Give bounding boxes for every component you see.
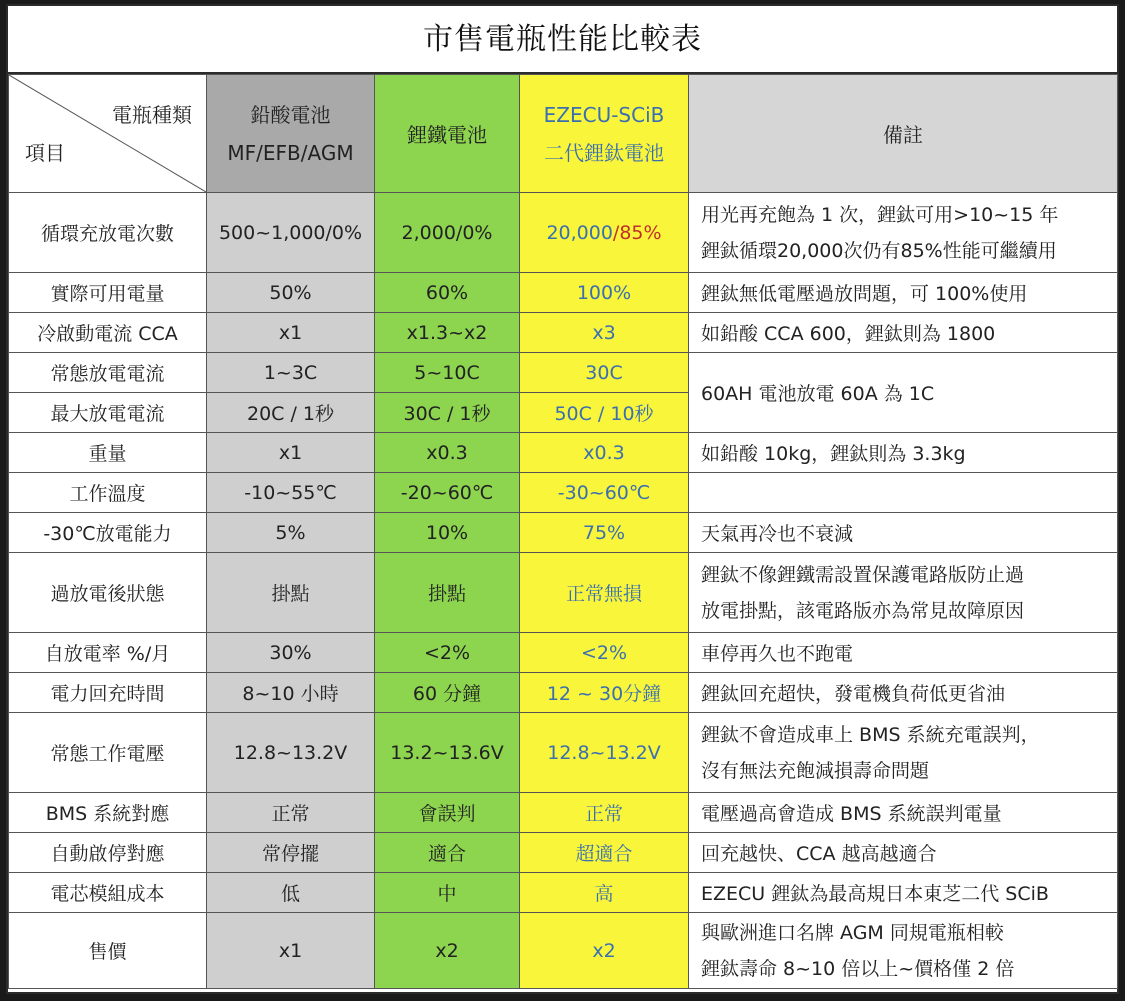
lead-value: 掛點	[207, 553, 375, 633]
note-cell: 天氣再冷也不衰減	[689, 513, 1118, 553]
lithium-iron-value: 10%	[375, 513, 520, 553]
ezecu-value: 超適合	[520, 833, 689, 873]
item-label: 自放電率 %/月	[9, 633, 207, 673]
table-row	[9, 793, 1118, 833]
item-label: 實際可用電量	[9, 273, 207, 313]
item-label: 循環充放電次數	[9, 193, 207, 273]
table-row	[9, 913, 1118, 989]
ezecu-value: 12.8~13.2V	[520, 713, 689, 793]
table-row	[9, 353, 1118, 393]
lithium-iron-value: 60 分鐘	[375, 673, 520, 713]
table-row	[9, 873, 1118, 913]
lithium-iron-value: 5~10C	[375, 353, 520, 393]
ezecu-value: 100%	[520, 273, 689, 313]
item-label: 過放電後狀態	[9, 553, 207, 633]
comparison-table	[8, 74, 1118, 989]
header-lead-acid: 鉛酸電池 MF/EFB/AGM	[207, 75, 375, 193]
item-label: 常態放電電流	[9, 353, 207, 393]
ezecu-value: 75%	[520, 513, 689, 553]
lead-value: x1	[207, 433, 375, 473]
page-title: 市售電瓶性能比較表	[8, 6, 1117, 74]
note-cell: 鋰鈦不會造成車上 BMS 系統充電誤判， 沒有無法充飽減損壽命問題	[689, 713, 1118, 793]
note-cell: 鋰鈦無低電壓過放問題，可 100%使用	[689, 273, 1118, 313]
table-row	[9, 553, 1118, 633]
corner-header-cell	[9, 75, 207, 193]
lithium-iron-value: 掛點	[375, 553, 520, 633]
item-label: BMS 系統對應	[9, 793, 207, 833]
item-label: 電力回充時間	[9, 673, 207, 713]
lead-value: 低	[207, 873, 375, 913]
lead-value: x1	[207, 913, 375, 989]
corner-battery-type-label: 電瓶種類	[112, 103, 192, 127]
note-cell: 如鉛酸 10kg，鋰鈦則為 3.3kg	[689, 433, 1118, 473]
lithium-iron-value: -20~60℃	[375, 473, 520, 513]
lithium-iron-value: 適合	[375, 833, 520, 873]
lead-value: 50%	[207, 273, 375, 313]
lithium-iron-value: <2%	[375, 633, 520, 673]
lead-value: 30%	[207, 633, 375, 673]
note-cell	[689, 473, 1118, 513]
item-label: 常態工作電壓	[9, 713, 207, 793]
item-label: 自動啟停對應	[9, 833, 207, 873]
ezecu-value: 正常	[520, 793, 689, 833]
lead-value: 20C / 1秒	[207, 393, 375, 433]
note-cell: 60AH 電池放電 60A 為 1C	[689, 353, 1118, 433]
lead-value: x1	[207, 313, 375, 353]
lead-value: 8~10 小時	[207, 673, 375, 713]
table-row	[9, 673, 1118, 713]
header-ezecu-scib: EZECU-SCiB 二代鋰鈦電池	[520, 75, 689, 193]
ezecu-value: 50C / 10秒	[520, 393, 689, 433]
ezecu-value: 高	[520, 873, 689, 913]
table-row	[9, 833, 1118, 873]
item-label: 重量	[9, 433, 207, 473]
note-cell: 如鉛酸 CCA 600，鋰鈦則為 1800	[689, 313, 1118, 353]
note-cell: 用光再充飽為 1 次，鋰鈦可用>10~15 年 鋰鈦循環20,000次仍有85%性能可繼續用	[689, 193, 1118, 273]
lithium-iron-value: 中	[375, 873, 520, 913]
table-row	[9, 713, 1118, 793]
lithium-iron-value: 30C / 1秒	[375, 393, 520, 433]
ezecu-value: 12 ~ 30分鐘	[520, 673, 689, 713]
table-row	[9, 433, 1118, 473]
ezecu-highlight: /85%	[612, 221, 662, 244]
lithium-iron-value: 會誤判	[375, 793, 520, 833]
table-row	[9, 633, 1118, 673]
ezecu-value: 20,000/85%	[520, 193, 689, 273]
table-row	[9, 193, 1118, 273]
lead-value: 500~1,000/0%	[207, 193, 375, 273]
header-row	[9, 75, 1118, 193]
lithium-iron-value: 60%	[375, 273, 520, 313]
note-cell: 鋰鈦回充超快，發電機負荷低更省油	[689, 673, 1118, 713]
note-cell: 車停再久也不跑電	[689, 633, 1118, 673]
item-label: 電芯模組成本	[9, 873, 207, 913]
note-cell: EZECU 鋰鈦為最高規日本東芝二代 SCiB	[689, 873, 1118, 913]
item-label: 售價	[9, 913, 207, 989]
item-label: 冷啟動電流 CCA	[9, 313, 207, 353]
ezecu-value: 正常無損	[520, 553, 689, 633]
ezecu-value: x0.3	[520, 433, 689, 473]
item-label: 最大放電電流	[9, 393, 207, 433]
ezecu-value: x2	[520, 913, 689, 989]
lithium-iron-value: 13.2~13.6V	[375, 713, 520, 793]
note-cell: 與歐洲進口名牌 AGM 同規電瓶相較 鋰鈦壽命 8~10 倍以上~價格僅 2 倍	[689, 913, 1118, 989]
table-row	[9, 513, 1118, 553]
item-label: -30℃放電能力	[9, 513, 207, 553]
table-row	[9, 313, 1118, 353]
lithium-iron-value: x1.3~x2	[375, 313, 520, 353]
note-cell: 鋰鈦不像鋰鐵需設置保護電路版防止過 放電掛點，該電路版亦為常見故障原因	[689, 553, 1118, 633]
note-cell: 回充越快、CCA 越高越適合	[689, 833, 1118, 873]
lead-value: 常停擺	[207, 833, 375, 873]
lithium-iron-value: x2	[375, 913, 520, 989]
corner-item-label: 項目	[25, 141, 65, 165]
ezecu-value: <2%	[520, 633, 689, 673]
lead-value: 12.8~13.2V	[207, 713, 375, 793]
lithium-iron-value: x0.3	[375, 433, 520, 473]
lead-value: 1~3C	[207, 353, 375, 393]
lithium-iron-value: 2,000/0%	[375, 193, 520, 273]
header-notes: 備註	[689, 75, 1118, 193]
item-label: 工作溫度	[9, 473, 207, 513]
ezecu-value: -30~60℃	[520, 473, 689, 513]
ezecu-value: 30C	[520, 353, 689, 393]
comparison-sheet	[6, 4, 1119, 994]
lead-value: -10~55℃	[207, 473, 375, 513]
header-lithium-iron: 鋰鐵電池	[375, 75, 520, 193]
lead-value: 5%	[207, 513, 375, 553]
note-cell: 電壓過高會造成 BMS 系統誤判電量	[689, 793, 1118, 833]
table-row	[9, 473, 1118, 513]
ezecu-value: x3	[520, 313, 689, 353]
lead-value: 正常	[207, 793, 375, 833]
table-row	[9, 273, 1118, 313]
